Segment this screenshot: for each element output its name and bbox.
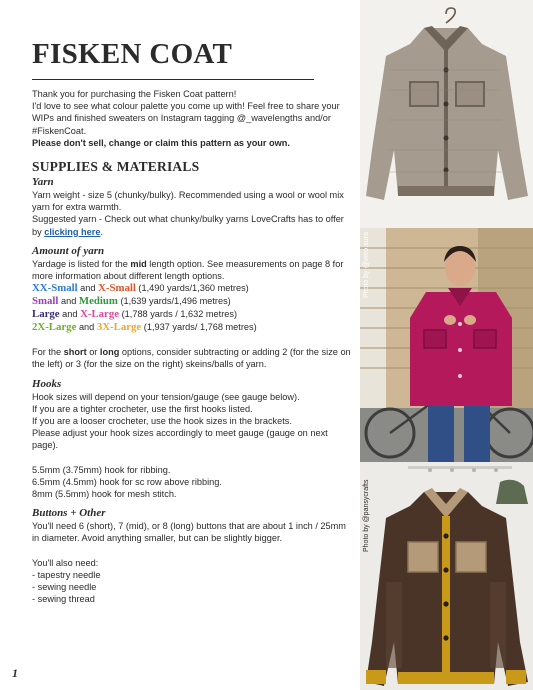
supply-item: - sewing thread <box>32 594 95 605</box>
supply-item: - tapestry needle <box>32 569 101 580</box>
hook-size: 8mm (5.5mm) hook for mesh stitch. <box>32 489 177 500</box>
note-part: For the <box>32 347 64 358</box>
note-long: long <box>99 347 120 358</box>
size-label: X-Large <box>80 308 120 321</box>
length-adjust-note <box>32 346 354 370</box>
yarn-heading: Yarn <box>32 176 54 189</box>
yardage-post: length option. See measurements on page 8 for more information about different length options. <box>32 258 344 282</box>
yardage-pre: Yardage is listed for the <box>32 258 131 269</box>
size-label: Small <box>32 295 59 308</box>
hook-size: 6.5mm (4.5mm) hook for sc row above ribbing. <box>32 476 222 487</box>
intro-line-1: Thank you for purchasing the Fisken Coat pattern! <box>32 89 237 99</box>
supplies-heading: SUPPLIES & MATERIALS <box>32 159 200 175</box>
and-text: and <box>60 296 77 307</box>
and-text: and <box>78 322 95 333</box>
content-body <box>32 88 354 605</box>
size-amount: (1,788 yards / 1,632 metres) <box>121 309 238 320</box>
grey-coat-photo <box>360 0 533 228</box>
grey-coat-illustration <box>360 0 533 228</box>
brown-coat-illustration <box>360 462 533 690</box>
suggested-yarn-text <box>32 213 354 237</box>
hooks-line: If you are a tighter crocheter, use the first hooks listed. <box>32 403 253 414</box>
title-divider <box>32 79 314 80</box>
page-title: FISKEN COAT <box>32 38 233 70</box>
hooks-line: If you are a looser crocheter, use the hook sizes in the brackets. <box>32 416 292 427</box>
and-text: and <box>62 309 78 320</box>
copyright-notice: Please don't sell, change or claim this pattern as your own. <box>32 137 290 148</box>
hook-size: 5.5mm (3.75mm) hook for ribbing. <box>32 464 171 475</box>
size-row <box>32 295 354 308</box>
size-label: XX-Small <box>32 282 78 295</box>
photo-column <box>360 0 533 690</box>
buttons-heading: Buttons + Other <box>32 507 106 520</box>
clicking-here-link[interactable]: clicking here <box>44 226 101 237</box>
size-row <box>32 321 354 334</box>
buttons-text: You'll need 6 (short), 7 (mid), or 8 (long) buttons that are about 1 inch / 25mm in diameter. Avoid anything smaller, but can be slightly bigger. <box>32 521 346 544</box>
hooks-line: Please adjust your hook sizes accordingly to meet gauge (gauge on next page). <box>32 428 328 451</box>
and-text: and <box>80 283 96 294</box>
size-yardage-list <box>32 282 354 334</box>
size-label: X-Small <box>98 282 136 295</box>
size-label: Large <box>32 308 60 321</box>
supply-item: - sewing needle <box>32 582 97 593</box>
size-label: 3X-Large <box>96 321 142 334</box>
note-part: or <box>86 347 100 358</box>
size-label: 2X-Large <box>32 321 77 334</box>
intro-line-2: I'd love to see what colour palette you come up with! Feel free to share your WIPs and finished sweaters on Instagram tagging @_wavelengths and/or #FiskenCoat. <box>32 101 340 136</box>
note-part: options, consider subtracting or adding 2 (for the size on the left) or 3 (for the size on the right) skeins/balls of yarn. <box>32 347 351 370</box>
hooks-heading: Hooks <box>32 377 62 390</box>
hooks-line: Hook sizes will depend on your tension/gauge (see gauge below). <box>32 391 300 402</box>
photo-credit: Photo by @vero.sura <box>363 232 370 298</box>
amount-heading: Amount of yarn <box>32 244 105 257</box>
magenta-coat-photo <box>360 228 533 462</box>
size-label: Medium <box>78 295 118 308</box>
magenta-coat-illustration <box>360 228 533 462</box>
yardage-note <box>32 258 354 282</box>
size-amount: (1,639 yards/1,496 metres) <box>120 296 231 307</box>
photo-credit: Photo by @pansycrafts <box>363 479 370 552</box>
size-row <box>32 308 354 321</box>
size-row <box>32 282 354 295</box>
size-amount: (1,937 yards/ 1,768 metres) <box>143 322 257 333</box>
size-amount: (1,490 yards/1,360 metres) <box>138 283 249 294</box>
also-need-label: You'll also need: <box>32 557 99 568</box>
page-number: 1 <box>12 666 18 680</box>
note-short: short <box>63 347 87 358</box>
brown-coat-photo <box>360 462 533 690</box>
yardage-mid: mid <box>130 258 147 269</box>
suggested-yarn-post: . <box>100 226 103 237</box>
yarn-weight-text: Yarn weight - size 5 (chunky/bulky). Recommended using a wool or wool mix yarn for extra warmth. <box>32 190 344 213</box>
suggested-yarn-pre: Suggested yarn - Check out what chunky/bulky yarns LoveCrafts has to offer by <box>32 214 344 237</box>
